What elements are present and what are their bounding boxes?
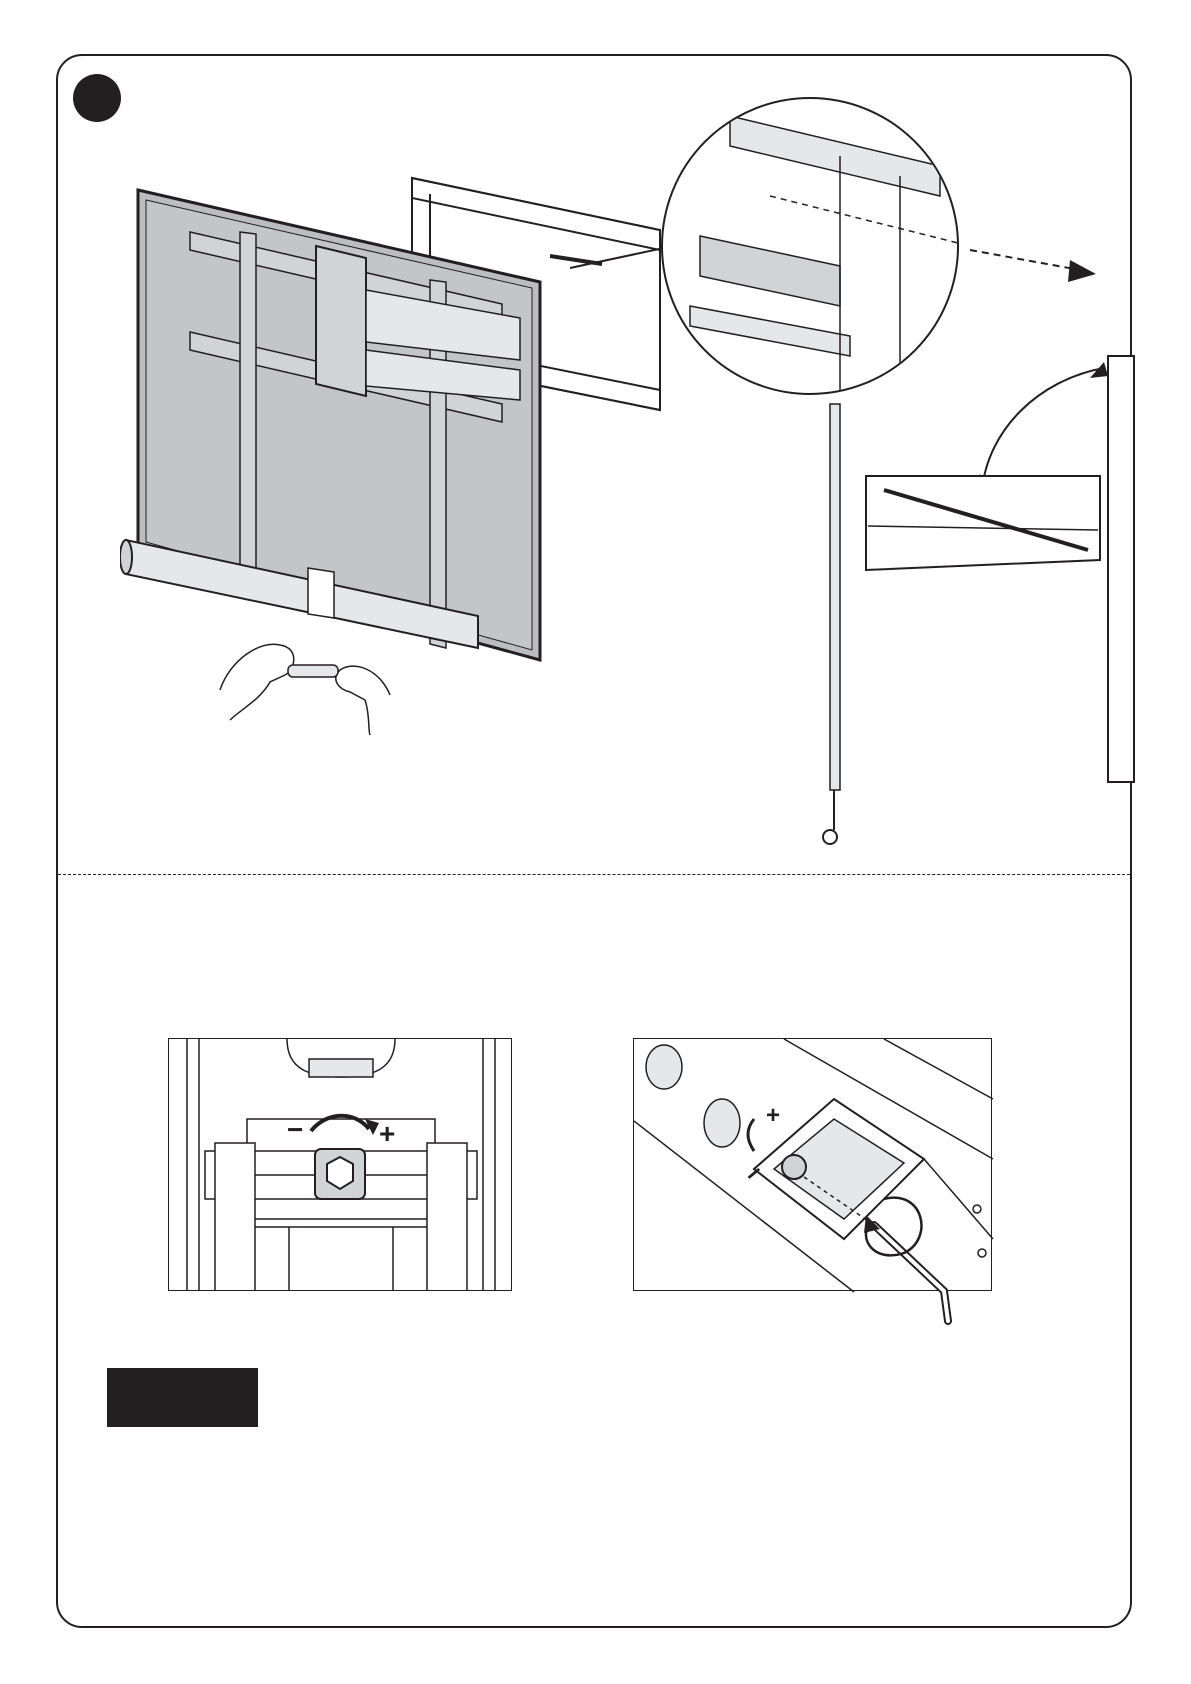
rotate-arrow (982, 368, 1104, 490)
center-plate (316, 246, 366, 396)
hex-key-tool (874, 1225, 948, 1321)
remove-pin-arrow (970, 250, 1080, 270)
wall (1108, 356, 1134, 782)
minus-symbol: – (736, 1155, 769, 1189)
adjustment-front-view (168, 1038, 512, 1291)
plus-symbol: + (379, 1118, 396, 1149)
section-divider (58, 874, 1130, 875)
plus-symbol: + (766, 1102, 781, 1129)
side-view-illustration (808, 350, 1148, 860)
adjustment-bolt (782, 1155, 806, 1179)
step-number-badge (73, 74, 121, 122)
hands (220, 644, 390, 735)
minus-symbol: − (287, 1114, 304, 1145)
adjustment-angled-view (633, 1038, 992, 1291)
note-label-box (107, 1368, 258, 1427)
